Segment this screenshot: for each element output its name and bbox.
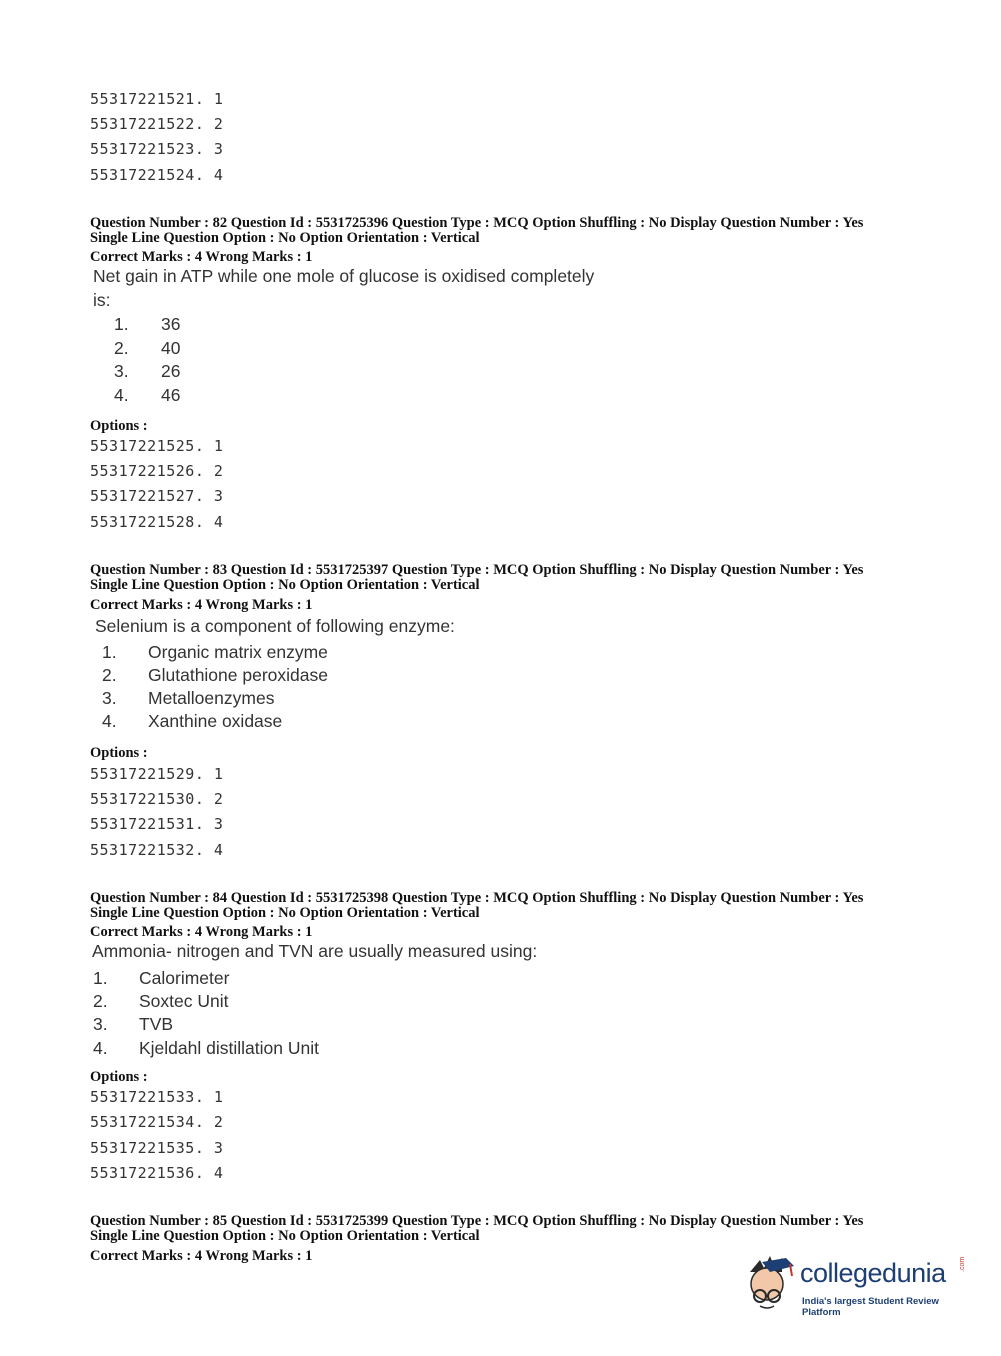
option-line: 55317221532. 4 xyxy=(90,841,224,859)
options-label: Options : xyxy=(90,1069,148,1085)
options-label: Options : xyxy=(90,745,148,761)
choice-item: 3. Metalloenzymes xyxy=(102,688,275,708)
question-marks: Correct Marks : 4 Wrong Marks : 1 xyxy=(90,249,313,265)
option-line: 55317221522. 2 xyxy=(90,115,224,133)
question-marks: Correct Marks : 4 Wrong Marks : 1 xyxy=(90,924,313,940)
option-line: 55317221523. 3 xyxy=(90,140,224,158)
choice-item: 4. Xanthine oxidase xyxy=(102,711,283,731)
question-text: Ammonia- nitrogen and TVN are usually measured using: xyxy=(92,941,538,961)
choice-item: 1. Organic matrix enzyme xyxy=(102,642,328,662)
question-marks: Correct Marks : 4 Wrong Marks : 1 xyxy=(90,597,313,613)
option-line: 55317221533. 1 xyxy=(90,1088,224,1106)
question-meta: Question Number : 84 Question Id : 5531725398 Question Type : MCQ Option Shuffling : No Display Question Number : Yes xyxy=(90,890,864,906)
choice-item: 1. 36 xyxy=(114,314,181,334)
option-line: 55317221525. 1 xyxy=(90,437,224,455)
choice-item: 1. Calorimeter xyxy=(93,968,230,988)
question-text-cont: is: xyxy=(93,290,111,310)
option-line: 55317221534. 2 xyxy=(90,1113,224,1131)
choice-item: 2. 40 xyxy=(114,338,181,358)
choice-item: 3. TVB xyxy=(93,1014,174,1034)
option-line: 55317221530. 2 xyxy=(90,790,224,808)
question-text: Net gain in ATP while one mole of glucose is oxidised completely xyxy=(93,266,595,286)
option-line: 55317221524. 4 xyxy=(90,166,224,184)
option-line: 55317221535. 3 xyxy=(90,1139,224,1157)
logo-tagline: India's largest Student Review Platform xyxy=(802,1296,939,1318)
option-line: 55317221531. 3 xyxy=(90,815,224,833)
choice-item: 2. Soxtec Unit xyxy=(93,991,229,1011)
question-marks: Correct Marks : 4 Wrong Marks : 1 xyxy=(90,1248,313,1264)
option-line: 55317221529. 1 xyxy=(90,765,224,783)
question-text: Selenium is a component of following enzyme: xyxy=(95,616,455,636)
option-line: 55317221526. 2 xyxy=(90,462,224,480)
question-meta-line2: Single Line Question Option : No Option Orientation : Vertical xyxy=(90,230,480,246)
option-line: 55317221536. 4 xyxy=(90,1164,224,1182)
option-line: 55317221527. 3 xyxy=(90,487,224,505)
choice-item: 4. 46 xyxy=(114,385,181,405)
logo-wordmark: collegedunia xyxy=(800,1258,946,1288)
logo-domain: .com xyxy=(959,1256,966,1272)
question-meta-line2: Single Line Question Option : No Option Orientation : Vertical xyxy=(90,905,480,921)
question-meta-line2: Single Line Question Option : No Option Orientation : Vertical xyxy=(90,1228,480,1244)
choice-item: 3. 26 xyxy=(114,361,181,381)
option-line: 55317221521. 1 xyxy=(90,90,224,108)
option-line: 55317221528. 4 xyxy=(90,513,224,531)
mascot-icon xyxy=(742,1252,800,1314)
collegedunia-logo xyxy=(742,1250,972,1320)
choice-item: 2. Glutathione peroxidase xyxy=(102,665,328,685)
question-meta: Question Number : 85 Question Id : 5531725399 Question Type : MCQ Option Shuffling : No Display Question Number : Yes xyxy=(90,1213,864,1229)
question-meta-line2: Single Line Question Option : No Option Orientation : Vertical xyxy=(90,577,480,593)
choice-item: 4. Kjeldahl distillation Unit xyxy=(93,1038,319,1058)
options-label: Options : xyxy=(90,418,148,434)
question-meta: Question Number : 83 Question Id : 5531725397 Question Type : MCQ Option Shuffling : No Display Question Number : Yes xyxy=(90,562,864,578)
question-meta: Question Number : 82 Question Id : 5531725396 Question Type : MCQ Option Shuffling : No Display Question Number : Yes xyxy=(90,215,864,231)
